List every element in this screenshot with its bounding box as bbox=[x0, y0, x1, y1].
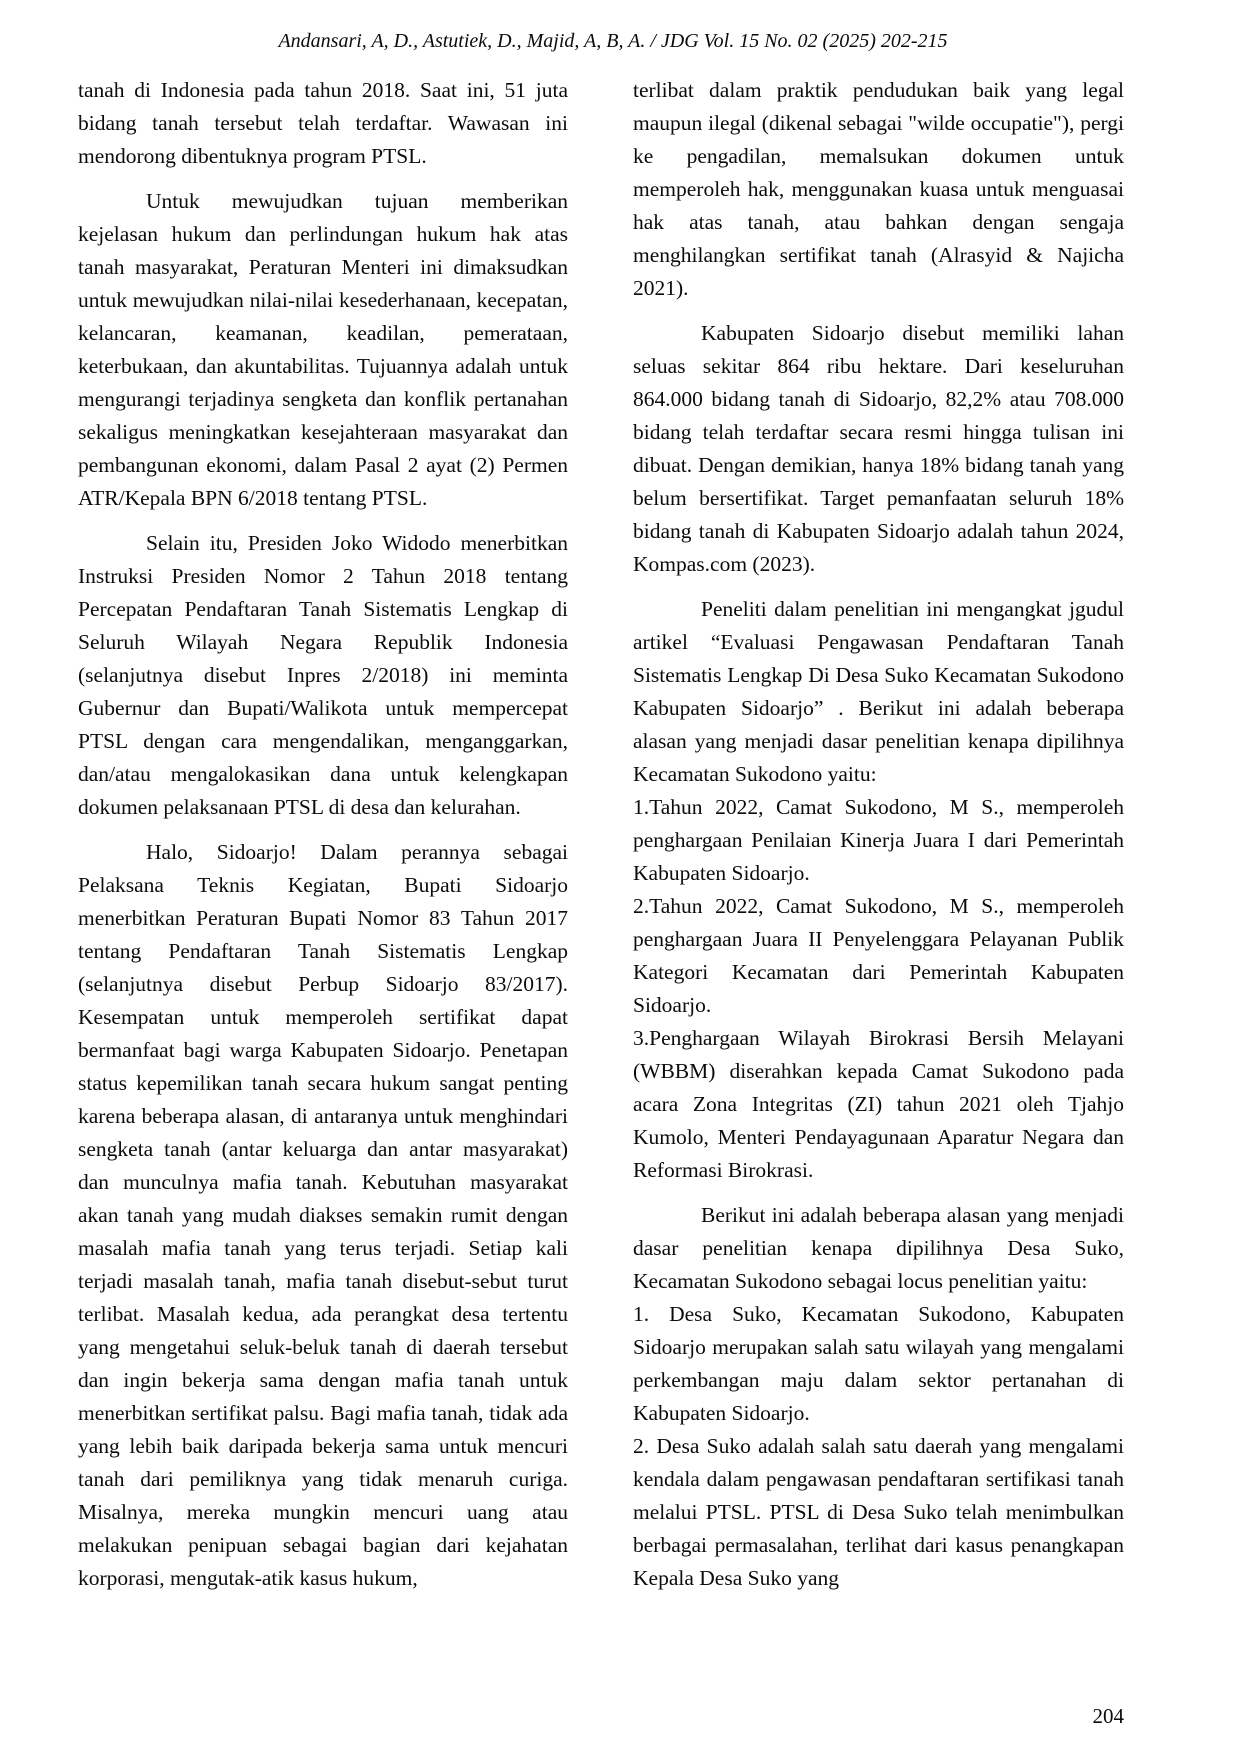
paragraph: Selain itu, Presiden Joko Widodo menerbitkan Instruksi Presiden Nomor 2 Tahun 2018 tentang Percepatan Pendaftaran Tanah Sistematis Lengkap di Seluruh Wilayah Negara Republik Indonesia (selanjutnya disebut Inpres 2/2018) ini meminta Gubernur dan Bupati/Walikota untuk mempercepat PTSL dengan cara mengendalikan, menganggarkan, dan/atau mengalokasikan dana untuk kelengkapan dokumen pelaksanaan PTSL di desa dan kelurahan. bbox=[78, 531, 568, 819]
paragraph-continuation: tanah di Indonesia pada tahun 2018. Saat ini, 51 juta bidang tanah tersebut telah terdaftar. Wawasan ini mendorong dibentuknya program PTSL. bbox=[78, 78, 568, 168]
paragraph: Halo, Sidoarjo! Dalam perannya sebagai Pelaksana Teknis Kegiatan, Bupati Sidoarjo menerbitkan Peraturan Bupati Nomor 83 Tahun 2017 tentang Pendaftaran Tanah Sistematis Lengkap (selanjutnya disebut Perbup Sidoarjo 83/2017). Kesempatan untuk memperoleh sertifikat dapat bermanfaat bagi warga Kabupaten Sidoarjo. Penetapan status kepemilikan tanah secara hukum sangat penting karena beberapa alasan, di antaranya untuk menghindari sengketa tanah (antar keluarga dan antar masyarakat) dan munculnya mafia tanah. Kebutuhan masyarakat akan tanah yang mudah diakses semakin rumit dengan masalah mafia tanah yang terus terjadi. Setiap kali terjadi masalah tanah, mafia tanah disebut-sebut turut terlibat. Masalah kedua, ada perangkat desa tertentu yang mengetahui seluk-beluk tanah di daerah tersebut dan ingin bekerja sama dengan mafia tanah untuk menerbitkan sertifikat palsu. Bagi mafia tanah, tidak ada yang lebih baik daripada bekerja sama untuk mencuri tanah dari pemiliknya yang tidak menaruh curiga. Misalnya, mereka mungkin mencuri uang atau melakukan penipuan sebagai bagian dari kejahatan korporasi, mengutak-atik kasus hukum, bbox=[78, 840, 568, 1590]
numbered-list-item: 1.Tahun 2022, Camat Sukodono, M S., memperoleh penghargaan Penilaian Kinerja Juara I dari Pemerintah Kabupaten Sidoarjo. bbox=[633, 795, 1124, 885]
numbered-list-item: 2.Tahun 2022, Camat Sukodono, M S., memperoleh penghargaan Juara II Penyelenggara Pelayanan Publik Kategori Kecamatan dari Pemerintah Kabupaten Sidoarjo. bbox=[633, 894, 1124, 1017]
running-header-citation: Andansari, A, D., Astutiek, D., Majid, A, B, A. / JDG Vol. 15 No. 02 (2025) 202-215 bbox=[278, 30, 948, 52]
page-number: 204 bbox=[1092, 1704, 1124, 1728]
right-column bbox=[633, 74, 1124, 1595]
numbered-list-item: 3.Penghargaan Wilayah Birokrasi Bersih Melayani (WBBM) diserahkan kepada Camat Sukodono pada acara Zona Integritas (ZI) tahun 2021 oleh Tjahjo Kumolo, Menteri Pendayagunaan Aparatur Negara dan Reformasi Birokrasi. bbox=[633, 1026, 1124, 1182]
two-column-body bbox=[78, 74, 1124, 1595]
numbered-list-item: 2. Desa Suko adalah salah satu daerah yang mengalami kendala dalam pengawasan pendaftaran sertifikasi tanah melalui PTSL. PTSL di Desa Suko telah menimbulkan berbagai permasalahan, terlihat dari kasus penangkapan Kepala Desa Suko yang bbox=[633, 1434, 1124, 1590]
paragraph: Untuk mewujudkan tujuan memberikan kejelasan hukum dan perlindungan hukum hak atas tanah masyarakat, Peraturan Menteri ini dimaksudkan untuk mewujudkan nilai-nilai kesederhanaan, kecepatan, kelancaran, keamanan, keadilan, pemerataan, keterbukaan, dan akuntabilitas. Tujuannya adalah untuk mengurangi terjadinya sengketa dan konflik pertanahan sekaligus meningkatkan kesejahteraan masyarakat dan pembangunan ekonomi, dalam Pasal 2 ayat (2) Permen ATR/Kepala BPN 6/2018 tentang PTSL. bbox=[78, 189, 568, 510]
paragraph: Berikut ini adalah beberapa alasan yang menjadi dasar penelitian kenapa dipilihnya Desa Suko, Kecamatan Sukodono sebagai locus penelitian yaitu: bbox=[633, 1203, 1124, 1293]
left-column bbox=[78, 74, 568, 1595]
numbered-list-item: 1. Desa Suko, Kecamatan Sukodono, Kabupaten Sidoarjo merupakan salah satu wilayah yang mengalami perkembangan maju dalam sektor pertanahan di Kabupaten Sidoarjo. bbox=[633, 1302, 1124, 1425]
paragraph: Peneliti dalam penelitian ini mengangkat jgudul artikel “Evaluasi Pengawasan Pendaftaran Tanah Sistematis Lengkap Di Desa Suko Kecamatan Sukodono Kabupaten Sidoarjo” . Berikut ini adalah beberapa alasan yang menjadi dasar penelitian kenapa dipilihnya Kecamatan Sukodono yaitu: bbox=[633, 597, 1124, 786]
paragraph: Kabupaten Sidoarjo disebut memiliki lahan seluas sekitar 864 ribu hektare. Dari keseluruhan 864.000 bidang tanah di Sidoarjo, 82,2% atau 708.000 bidang telah terdaftar secara resmi hingga tulisan ini dibuat. Dengan demikian, hanya 18% bidang tanah yang belum bersertifikat. Target pemanfaatan seluruh 18% bidang tanah di Kabupaten Sidoarjo adalah tahun 2024, Kompas.com (2023). bbox=[633, 321, 1124, 576]
paragraph-continuation: terlibat dalam praktik pendudukan baik yang legal maupun ilegal (dikenal sebagai "wilde occupatie"), pergi ke pengadilan, memalsukan dokumen untuk memperoleh hak, menggunakan kuasa untuk menguasai hak atas tanah, atau bahkan dengan sengaja menghilangkan sertifikat tanah (Alrasyid & Najicha 2021). bbox=[633, 78, 1124, 300]
